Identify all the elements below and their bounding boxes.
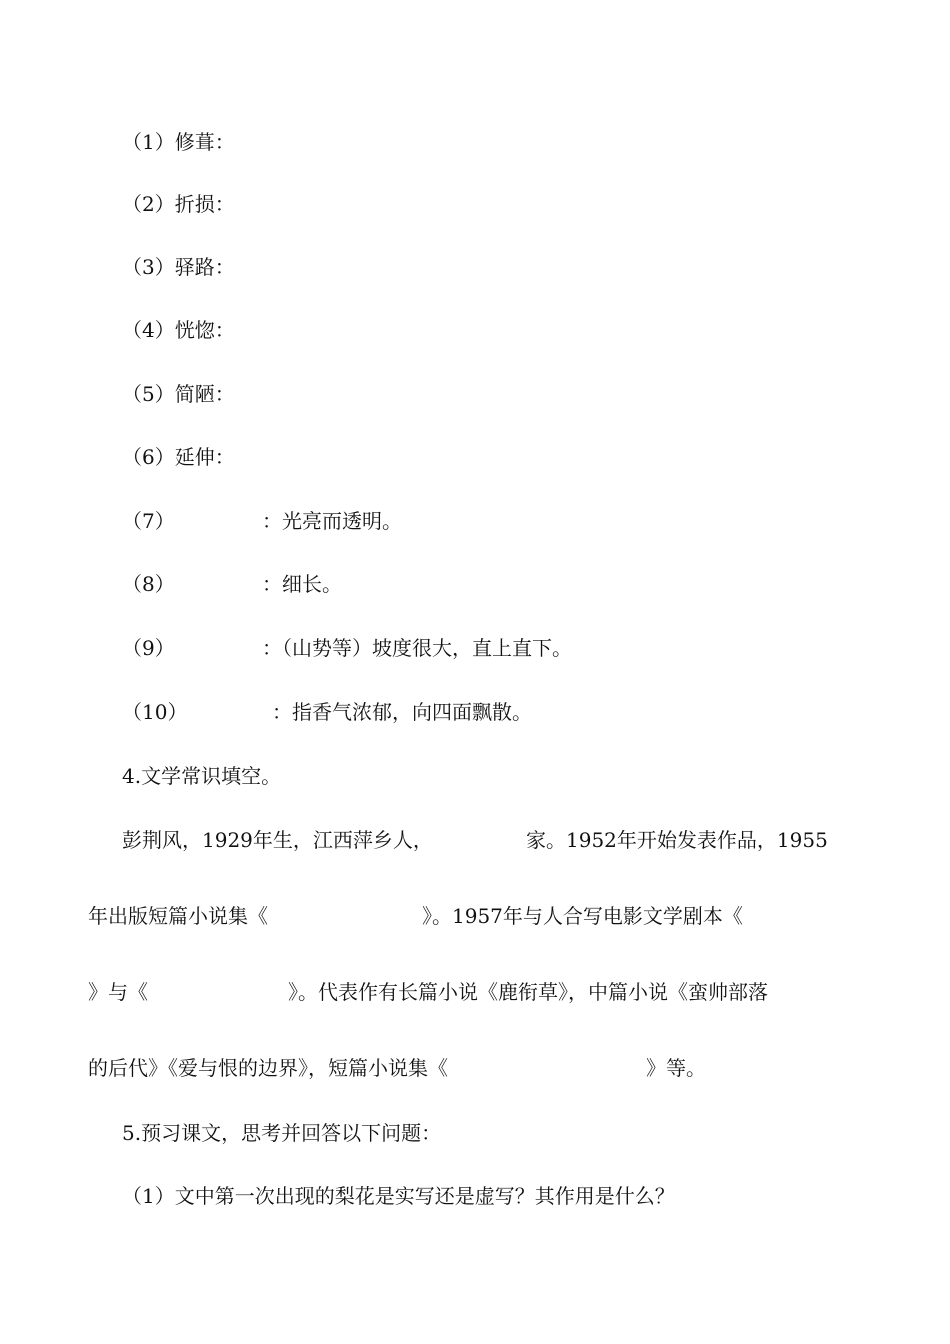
item-word: 恍惚： [174, 318, 235, 342]
item-word: 简陋： [174, 382, 235, 406]
item-number: （10） [122, 700, 188, 724]
definition-text-10: ：指香气浓郁，向四面飘散。 [272, 700, 532, 724]
definition-item-9 [122, 634, 175, 662]
item-number: （5） [122, 382, 175, 406]
item-number: （2） [122, 192, 175, 216]
definition-text-9: ：（山势等）坡度很大，直上直下。 [262, 636, 572, 660]
vocab-item-1 [122, 128, 235, 156]
item-number: （9） [122, 636, 175, 660]
definition-item-7 [122, 507, 175, 535]
paragraph-line-2a: 年出版短篇小说集《 [88, 904, 268, 928]
item-number: （3） [122, 255, 175, 279]
vocab-item-3 [122, 253, 235, 281]
vocab-item-6 [122, 443, 235, 471]
item-number: （4） [122, 318, 175, 342]
definition-item-8 [122, 570, 175, 598]
item-word: 修葺： [174, 130, 235, 154]
vocab-item-2 [122, 190, 235, 218]
definition-item-10 [122, 698, 187, 726]
paragraph-line-2b: 》。1957年与人合写电影文学剧本《 [422, 904, 743, 928]
item-word: 折损： [174, 192, 235, 216]
paragraph-line-4b: 》等。 [646, 1056, 706, 1080]
definition-text-8: ：细长。 [262, 572, 342, 596]
item-number: （6） [122, 445, 175, 469]
item-number: （1） [122, 130, 175, 154]
question-1: （1）文中第一次出现的梨花是实写还是虚写？其作用是什么？ [122, 1184, 675, 1208]
item-number: （7） [122, 509, 175, 533]
vocab-item-5 [122, 380, 235, 408]
definition-text-7: ：光亮而透明。 [262, 509, 402, 533]
item-word: 驿路： [174, 255, 235, 279]
paragraph-line-3a: 》与《 [88, 980, 148, 1004]
section-5-heading: 5.预习课文，思考并回答以下问题： [122, 1121, 442, 1145]
item-number: （8） [122, 572, 175, 596]
paragraph-line-1b: 家。1952年开始发表作品，1955 [526, 828, 828, 852]
paragraph-line-1a: 彭荆风，1929年生，江西萍乡人， [122, 828, 433, 852]
item-word: 延伸： [174, 445, 235, 469]
section-4-heading: 4.文学常识填空。 [122, 764, 282, 788]
paragraph-line-4a: 的后代》《爱与恨的边界》，短篇小说集《 [88, 1056, 448, 1080]
paragraph-line-3b: 》。代表作有长篇小说《鹿衔草》，中篇小说《蛮帅部落 [288, 980, 768, 1004]
vocab-item-4 [122, 316, 235, 344]
